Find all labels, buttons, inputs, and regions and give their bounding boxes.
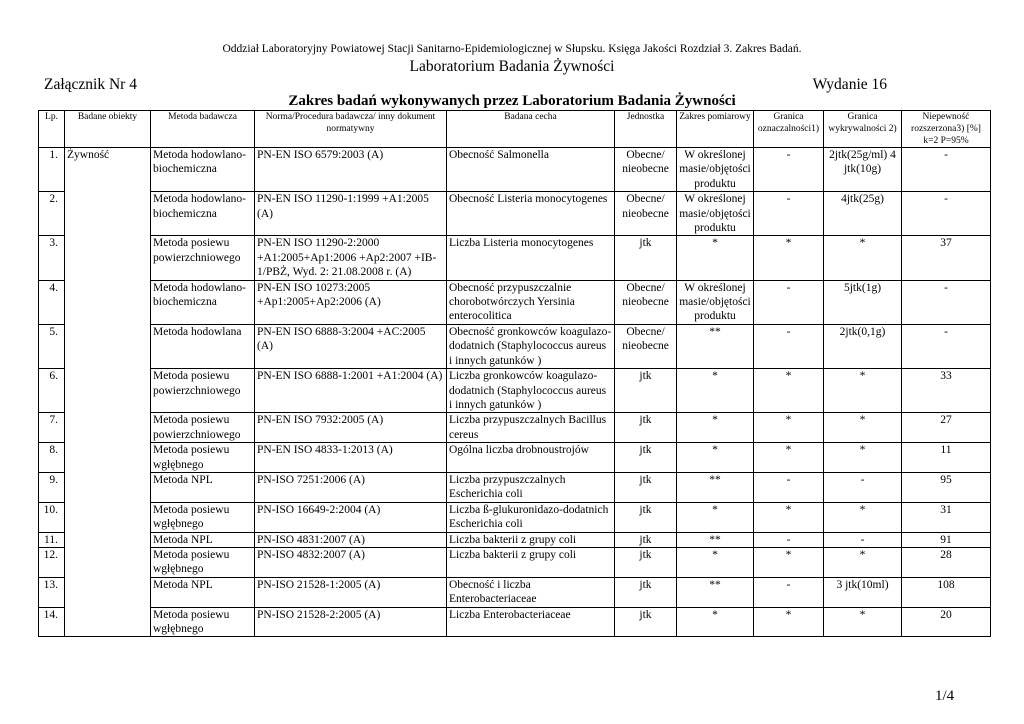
loq-cell: * bbox=[754, 607, 824, 637]
range-cell: W określonej masie/objętości produktu bbox=[677, 280, 754, 324]
uncertainty-cell: 108 bbox=[902, 577, 991, 607]
uncertainty-cell: 91 bbox=[902, 532, 991, 547]
col-header-object: Badane obiekty bbox=[65, 111, 151, 148]
feature-cell: Liczba Enterobacteriaceae bbox=[447, 607, 615, 637]
norm-cell: PN-ISO 7251:2006 (A) bbox=[255, 472, 447, 502]
lod-cell: 4jtk(25g) bbox=[824, 192, 902, 236]
method-cell: Metoda NPL bbox=[151, 532, 255, 547]
unit-cell: jtk bbox=[615, 413, 677, 443]
range-cell: ** bbox=[677, 472, 754, 502]
method-cell: Metoda hodowlana bbox=[151, 324, 255, 368]
col-header-loq: Granica oznaczalności1) bbox=[754, 111, 824, 148]
row-number: 13. bbox=[39, 577, 65, 607]
row-number: 6. bbox=[39, 369, 65, 413]
loq-cell: - bbox=[754, 472, 824, 502]
col-header-norm: Norma/Procedura badawcza/ inny dokument normatywny bbox=[255, 111, 447, 148]
uncertainty-cell: - bbox=[902, 192, 991, 236]
method-cell: Metoda hodowlano-biochemiczna bbox=[151, 280, 255, 324]
table-row bbox=[39, 607, 991, 637]
table-row bbox=[39, 236, 991, 280]
method-cell: Metoda posiewu powierzchniowego bbox=[151, 236, 255, 280]
uncertainty-cell: 37 bbox=[902, 236, 991, 280]
lod-cell: * bbox=[824, 547, 902, 577]
unit-cell: jtk bbox=[615, 443, 677, 473]
table-row bbox=[39, 148, 991, 192]
loq-cell: - bbox=[754, 148, 824, 192]
range-cell: W określonej masie/objętości produktu bbox=[677, 192, 754, 236]
range-cell: * bbox=[677, 443, 754, 473]
col-header-range: Zakres pomiarowy bbox=[677, 111, 754, 148]
loq-cell: * bbox=[754, 236, 824, 280]
object-cell: Żywność bbox=[65, 148, 151, 192]
range-cell: * bbox=[677, 502, 754, 532]
object-cell bbox=[65, 280, 151, 324]
col-header-lp: Lp. bbox=[39, 111, 65, 148]
method-cell: Metoda posiewu wgłębnego bbox=[151, 502, 255, 532]
loq-cell: - bbox=[754, 280, 824, 324]
range-cell: ** bbox=[677, 577, 754, 607]
loq-cell: * bbox=[754, 443, 824, 473]
norm-cell: PN-ISO 16649-2:2004 (A) bbox=[255, 502, 447, 532]
feature-cell: Liczba bakterii z grupy coli bbox=[447, 547, 615, 577]
unit-cell: Obecne/ nieobecne bbox=[615, 280, 677, 324]
lod-cell: * bbox=[824, 502, 902, 532]
uncertainty-cell: - bbox=[902, 280, 991, 324]
table-row bbox=[39, 532, 991, 547]
feature-cell: Liczba Listeria monocytogenes bbox=[447, 236, 615, 280]
col-header-unit: Jednostka bbox=[615, 111, 677, 148]
loq-cell: * bbox=[754, 547, 824, 577]
table-row bbox=[39, 324, 991, 368]
method-cell: Metoda posiewu powierzchniowego bbox=[151, 413, 255, 443]
unit-cell: Obecne/ nieobecne bbox=[615, 324, 677, 368]
loq-cell: * bbox=[754, 413, 824, 443]
uncertainty-cell: - bbox=[902, 148, 991, 192]
uncertainty-cell: - bbox=[902, 324, 991, 368]
lod-cell: 3 jtk(10ml) bbox=[824, 577, 902, 607]
norm-cell: PN-EN ISO 6888-1:2001 +A1:2004 (A) bbox=[255, 369, 447, 413]
feature-cell: Obecność Listeria monocytogenes bbox=[447, 192, 615, 236]
lod-cell: * bbox=[824, 369, 902, 413]
edition-number: Wydanie 16 bbox=[812, 76, 887, 93]
row-number: 8. bbox=[39, 443, 65, 473]
feature-cell: Liczba przypuszczalnych Escherichia coli bbox=[447, 472, 615, 502]
unit-cell: jtk bbox=[615, 547, 677, 577]
table-row bbox=[39, 472, 991, 502]
col-header-method: Metoda badawcza bbox=[151, 111, 255, 148]
unit-cell: jtk bbox=[615, 369, 677, 413]
table-row bbox=[39, 502, 991, 532]
loq-cell: - bbox=[754, 577, 824, 607]
lod-cell: * bbox=[824, 236, 902, 280]
lod-cell: 2jtk(25g/ml) 4 jtk(10g) bbox=[824, 148, 902, 192]
loq-cell: - bbox=[754, 532, 824, 547]
range-cell: ** bbox=[677, 532, 754, 547]
feature-cell: Ogólna liczba drobnoustrojów bbox=[447, 443, 615, 473]
unit-cell: jtk bbox=[615, 236, 677, 280]
norm-cell: PN-EN ISO 11290-2:2000 +A1:2005+Ap1:2006 +Ap2:2007 +IB-1/PBŻ, Wyd. 2: 21.08.2008 r. (A) bbox=[255, 236, 447, 280]
loq-cell: * bbox=[754, 369, 824, 413]
norm-cell: PN-ISO 21528-1:2005 (A) bbox=[255, 577, 447, 607]
row-number: 14. bbox=[39, 607, 65, 637]
page-title: Zakres badań wykonywanych przez Laboratorium Badania Żywności bbox=[288, 93, 736, 109]
method-cell: Metoda posiewu wgłębnego bbox=[151, 607, 255, 637]
object-cell bbox=[65, 577, 151, 607]
uncertainty-cell: 11 bbox=[902, 443, 991, 473]
unit-cell: Obecne/ nieobecne bbox=[615, 192, 677, 236]
scope-table bbox=[38, 110, 991, 637]
method-cell: Metoda NPL bbox=[151, 472, 255, 502]
feature-cell: Obecność przypuszczalnie chorobotwórczych Yersinia enterocolitica bbox=[447, 280, 615, 324]
loq-cell: * bbox=[754, 502, 824, 532]
method-cell: Metoda posiewu wgłębnego bbox=[151, 547, 255, 577]
col-header-uncertainty: Niepewność rozszerzona3) [%] k=2 P=95% bbox=[902, 111, 991, 148]
norm-cell: PN-ISO 4832:2007 (A) bbox=[255, 547, 447, 577]
row-number: 4. bbox=[39, 280, 65, 324]
unit-cell: jtk bbox=[615, 502, 677, 532]
row-number: 7. bbox=[39, 413, 65, 443]
unit-cell: Obecne/ nieobecne bbox=[615, 148, 677, 192]
object-cell bbox=[65, 192, 151, 236]
table-row bbox=[39, 443, 991, 473]
range-cell: * bbox=[677, 413, 754, 443]
range-cell: * bbox=[677, 369, 754, 413]
unit-cell: jtk bbox=[615, 472, 677, 502]
object-cell bbox=[65, 413, 151, 443]
uncertainty-cell: 28 bbox=[902, 547, 991, 577]
page-number: 1/4 bbox=[935, 688, 955, 704]
unit-cell: jtk bbox=[615, 577, 677, 607]
method-cell: Metoda hodowlano-biochemiczna bbox=[151, 148, 255, 192]
norm-cell: PN-EN ISO 10273:2005 +Ap1:2005+Ap2:2006 (A) bbox=[255, 280, 447, 324]
range-cell: ** bbox=[677, 324, 754, 368]
table-row bbox=[39, 369, 991, 413]
row-number: 12. bbox=[39, 547, 65, 577]
feature-cell: Obecność gronkowców koagulazo-dodatnich (Staphylococcus aureus i innych gatunków ) bbox=[447, 324, 615, 368]
document-header-line: Oddział Laboratoryjny Powiatowej Stacji Sanitarno-Epidemiologicznej w Słupsku. Księga Jakości Rozdział 3. Zakres Badań. bbox=[222, 43, 802, 55]
table-row bbox=[39, 192, 991, 236]
row-number: 2. bbox=[39, 192, 65, 236]
norm-cell: PN-ISO 21528-2:2005 (A) bbox=[255, 607, 447, 637]
feature-cell: Liczba ß-glukuronidazo-dodatnich Escherichia coli bbox=[447, 502, 615, 532]
feature-cell: Liczba gronkowców koagulazo-dodatnich (Staphylococcus aureus i innych gatunków ) bbox=[447, 369, 615, 413]
norm-cell: PN-EN ISO 11290-1:1999 +A1:2005 (A) bbox=[255, 192, 447, 236]
method-cell: Metoda posiewu powierzchniowego bbox=[151, 369, 255, 413]
row-number: 5. bbox=[39, 324, 65, 368]
table-row bbox=[39, 413, 991, 443]
range-cell: * bbox=[677, 547, 754, 577]
uncertainty-cell: 31 bbox=[902, 502, 991, 532]
feature-cell: Obecność Salmonella bbox=[447, 148, 615, 192]
object-cell bbox=[65, 236, 151, 280]
lod-cell: * bbox=[824, 443, 902, 473]
row-number: 3. bbox=[39, 236, 65, 280]
norm-cell: PN-EN ISO 7932:2005 (A) bbox=[255, 413, 447, 443]
unit-cell: jtk bbox=[615, 607, 677, 637]
object-cell bbox=[65, 369, 151, 413]
feature-cell: Obecność i liczba Enterobacteriaceae bbox=[447, 577, 615, 607]
method-cell: Metoda NPL bbox=[151, 577, 255, 607]
method-cell: Metoda hodowlano-biochemiczna bbox=[151, 192, 255, 236]
object-cell bbox=[65, 607, 151, 637]
object-cell bbox=[65, 547, 151, 577]
unit-cell: jtk bbox=[615, 532, 677, 547]
table-row bbox=[39, 577, 991, 607]
table-row bbox=[39, 280, 991, 324]
norm-cell: PN-EN ISO 6888-3:2004 +AC:2005 (A) bbox=[255, 324, 447, 368]
lod-cell: - bbox=[824, 472, 902, 502]
uncertainty-cell: 33 bbox=[902, 369, 991, 413]
lod-cell: * bbox=[824, 607, 902, 637]
method-cell: Metoda posiewu wgłębnego bbox=[151, 443, 255, 473]
loq-cell: - bbox=[754, 324, 824, 368]
lod-cell: 2jtk(0,1g) bbox=[824, 324, 902, 368]
table-row bbox=[39, 547, 991, 577]
lod-cell: * bbox=[824, 413, 902, 443]
lod-cell: - bbox=[824, 532, 902, 547]
object-cell bbox=[65, 443, 151, 473]
row-number: 11. bbox=[39, 532, 65, 547]
object-cell bbox=[65, 472, 151, 502]
range-cell: * bbox=[677, 236, 754, 280]
lod-cell: 5jtk(1g) bbox=[824, 280, 902, 324]
row-number: 9. bbox=[39, 472, 65, 502]
object-cell bbox=[65, 502, 151, 532]
norm-cell: PN-ISO 4831:2007 (A) bbox=[255, 532, 447, 547]
col-header-feature: Badana cecha bbox=[447, 111, 615, 148]
object-cell bbox=[65, 532, 151, 547]
object-cell bbox=[65, 324, 151, 368]
annex-number: Załącznik Nr 4 bbox=[44, 76, 137, 93]
uncertainty-cell: 20 bbox=[902, 607, 991, 637]
loq-cell: - bbox=[754, 192, 824, 236]
norm-cell: PN-EN ISO 6579:2003 (A) bbox=[255, 148, 447, 192]
range-cell: W określonej masie/objętości produktu bbox=[677, 148, 754, 192]
range-cell: * bbox=[677, 607, 754, 637]
uncertainty-cell: 95 bbox=[902, 472, 991, 502]
row-number: 1. bbox=[39, 148, 65, 192]
laboratory-name: Laboratorium Badania Żywności bbox=[409, 58, 615, 75]
col-header-lod: Granica wykrywalności 2) bbox=[824, 111, 902, 148]
table-header-row bbox=[39, 111, 991, 148]
feature-cell: Liczba przypuszczalnych Bacillus cereus bbox=[447, 413, 615, 443]
feature-cell: Liczba bakterii z grupy coli bbox=[447, 532, 615, 547]
uncertainty-cell: 27 bbox=[902, 413, 991, 443]
norm-cell: PN-EN ISO 4833-1:2013 (A) bbox=[255, 443, 447, 473]
row-number: 10. bbox=[39, 502, 65, 532]
